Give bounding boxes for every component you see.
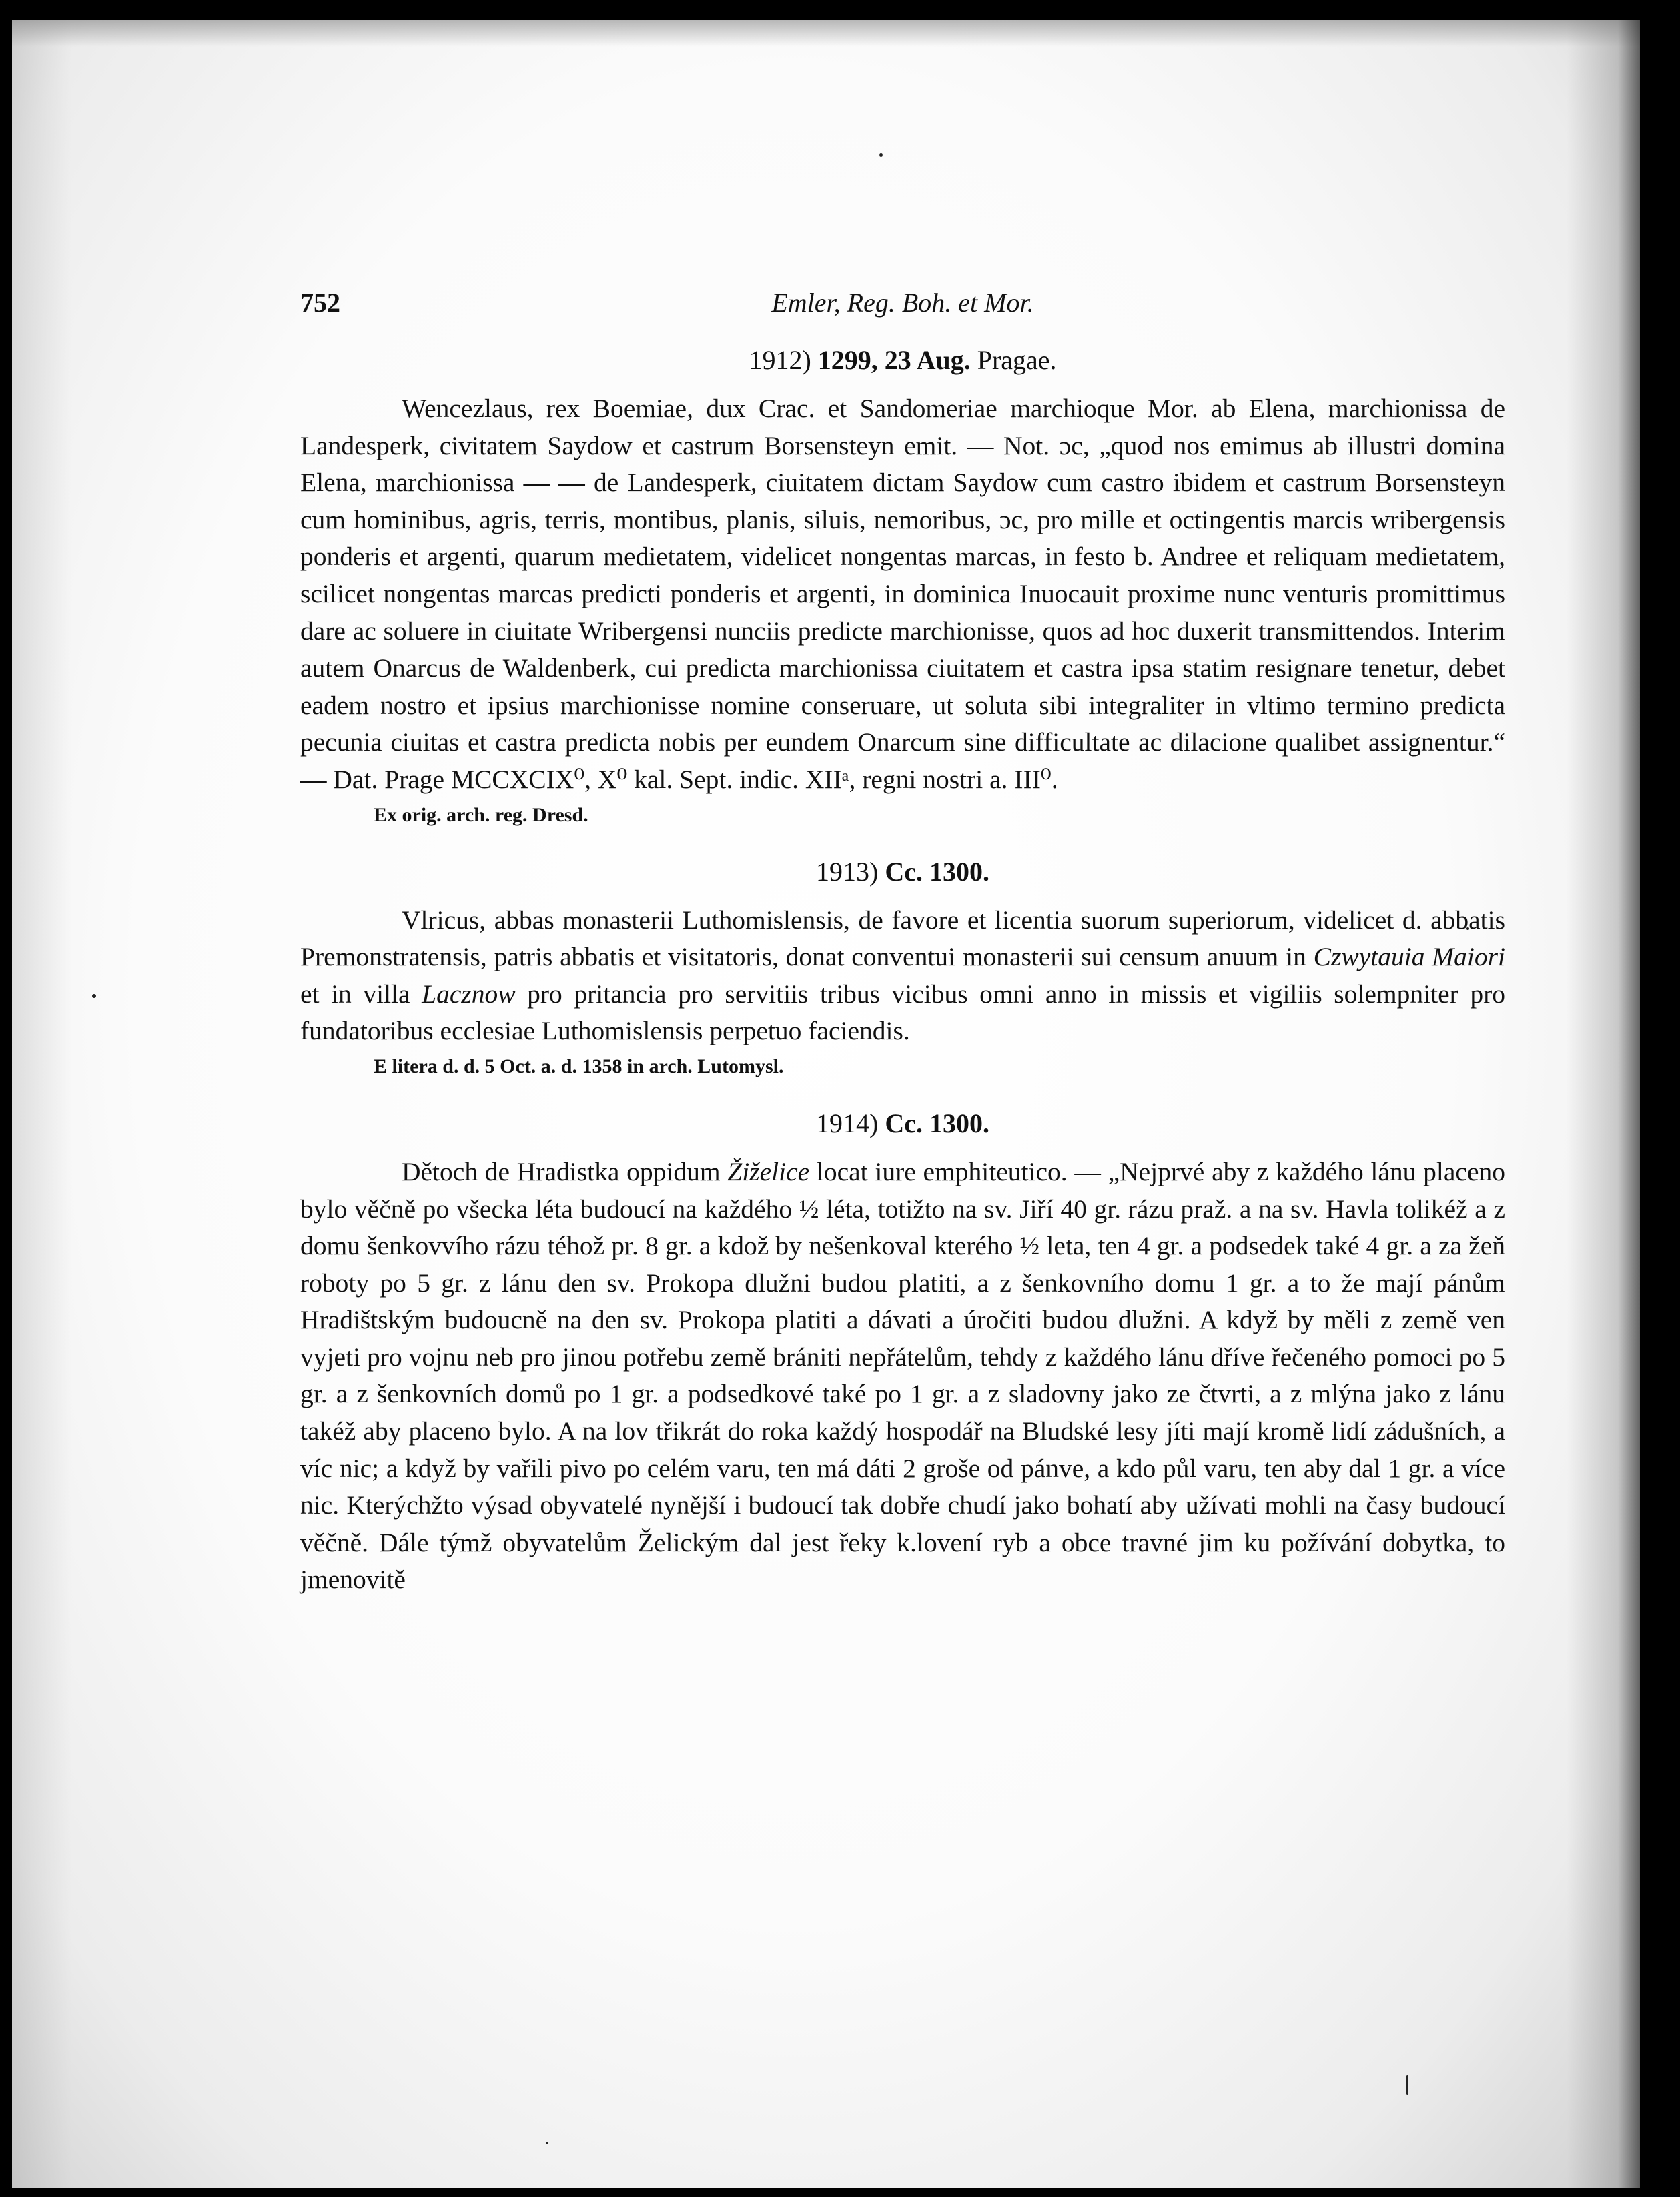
entry-source: E litera d. d. 5 Oct. a. d. 1358 in arch. Lutomysl.	[374, 1055, 784, 1077]
place-name-italic: Lacznow	[422, 979, 516, 1009]
entry-1912	[300, 344, 1505, 831]
entry-heading	[300, 344, 1505, 376]
scan-speck	[546, 2142, 548, 2144]
right-margin-shading	[1567, 20, 1640, 2188]
entry-heading	[300, 1108, 1505, 1139]
entry-number: 1913)	[816, 856, 879, 887]
entry-source: Ex orig. arch. reg. Dresd.	[374, 803, 588, 826]
page-content	[300, 287, 1505, 1624]
page-edge-shadow	[12, 20, 1640, 47]
running-title: Emler, Reg. Boh. et Mor.	[771, 288, 1034, 318]
text-segment: locat iure emphiteutico. — „Nejprvé aby z každého lánu placeno bylo věčně po všecka léta budoucí na každého ½ léta, totižto na sv. Jiří 40 gr. rázu praž. a na sv. Havla tolikéž a z domu šenkovvího rázu téhož pr. 8 gr. a kdož by nešenkoval kterého ½ leta, ten 4 gr. a podsedek také 4 gr. a za žeň roboty po 5 gr. z lánu den sv. Prokopa dlužni budou platiti, a z šenkovního domu 1 gr. a to že mají pánům Hradištským budoucně na den sv. Prokopa platiti a dávati a úročiti budou dlužni. A když by měli z země ven vyjeti pro vojnu neb pro jinou potřebu země brániti nepřátelům, tehdy z každého lánu dříve řečeného pomoci po 5 gr. a z šenkovních domů po 1 gr. a podsedkové také po 1 gr. a z sladovny jako ze čtvrti, a z mlýna jako z lánu takéž aby placeno bylo. A na lov třikrát do roka každý hospodář na Bludské lesy jíti mají kromě lidí zádušních, a víc nic; a když by vařili pivo po celém varu, ten má dáti 2 groše od pánve, a kdo půl varu, ten aby dal 1 gr. a více nic. Kterýchžto výsad obyvatelé nynější i budoucí tak dobře chudí jako bohatí aby užívati mohli na časy budoucí věčně. Dále týmž obyvatelům Želickým dal jest řeky k.lovení ryb a obce travné jim ku požívání dobytka, to jmenovitě	[300, 1156, 1505, 1595]
left-margin-shading	[12, 20, 72, 2188]
place-name-italic: Žiželice	[727, 1156, 810, 1186]
entry-1913	[300, 856, 1505, 1082]
entry-place: Pragae.	[977, 345, 1057, 375]
text-segment: Vlricus, abbas monasterii Luthomislensis, de favore et licentia suorum superiorum, videlicet d. abbatis Premonstratensis, patris abbatis et visitatoris, donat conventui monasterii sui censum anuum in	[300, 905, 1505, 972]
text-segment: Dětoch de Hradistka oppidum	[402, 1156, 728, 1186]
entry-heading	[300, 856, 1505, 887]
entry-date: Cc. 1300.	[885, 1108, 989, 1138]
scan-speck	[879, 153, 883, 157]
entry-text	[300, 902, 1505, 1050]
entry-date: Cc. 1300.	[885, 856, 989, 887]
entry-text: Wencezlaus, rex Boemiae, dux Crac. et Sandomeriae marchioque Mor. ab Elena, marchionissa de Landesperk, civitatem Saydow et castrum Borsensteyn emit. — Not. ɔc, „quod nos emimus ab illustri domina Elena, marchionissa — — de Landesperk, ciuitatem dictam Saydow cum castro ibidem et castrum Borsensteyn cum hominibus, agris, terris, montibus, planis, siluis, nemoribus, ɔc, pro mille et octingentis marcis wribergensis ponderis et argenti, quarum medietatem, videlicet nongentas marcas, in festo b. Andree et reliquam medietatem, scilicet nongentas marcas predicti ponderis et argenti, in dominica Inuocauit proxime nunc venturis promittimus dare ac soluere in ciuitate Wribergensi nunciis predicte marchionisse, quos ad hoc duxerit transmittendos. Interim autem Onarcus de Waldenberk, cui predicta marchionissa ciuitatem et castra ipsa statim resignare tenetur, debet eadem nostro et ipsius marchionisse nomine conseruare, ut soluta sibi integraliter in vltimo termino predicta pecunia ciuitas et castra predicta nobis per eundem Onarcum sine difficultate ac dilacione qualibet assignentur.“ — Dat. Prage MCCXCIX⁰, X⁰ kal. Sept. indic. XIIᵃ, regni nostri a. III⁰.	[300, 394, 1505, 794]
scan-speck	[92, 994, 96, 998]
running-head	[300, 287, 1505, 327]
entry-text	[300, 1154, 1505, 1599]
entry-1914	[300, 1108, 1505, 1599]
place-name-italic: Czwytauia Maiori	[1313, 942, 1505, 972]
entry-number: 1912)	[749, 345, 811, 375]
text-segment: et in villa	[300, 979, 422, 1009]
scan-speck	[1406, 2075, 1408, 2095]
entry-number: 1914)	[816, 1108, 879, 1138]
scanned-page	[12, 20, 1640, 2188]
page-number: 752	[300, 288, 340, 318]
text-segment: pro pritancia pro servitiis tribus vicibus omni anno in missis et vigiliis solempniter pro fundatoribus ecclesiae Luthomislensis perpetuo faciendis.	[300, 979, 1505, 1046]
entry-date: 1299, 23 Aug.	[817, 345, 971, 375]
